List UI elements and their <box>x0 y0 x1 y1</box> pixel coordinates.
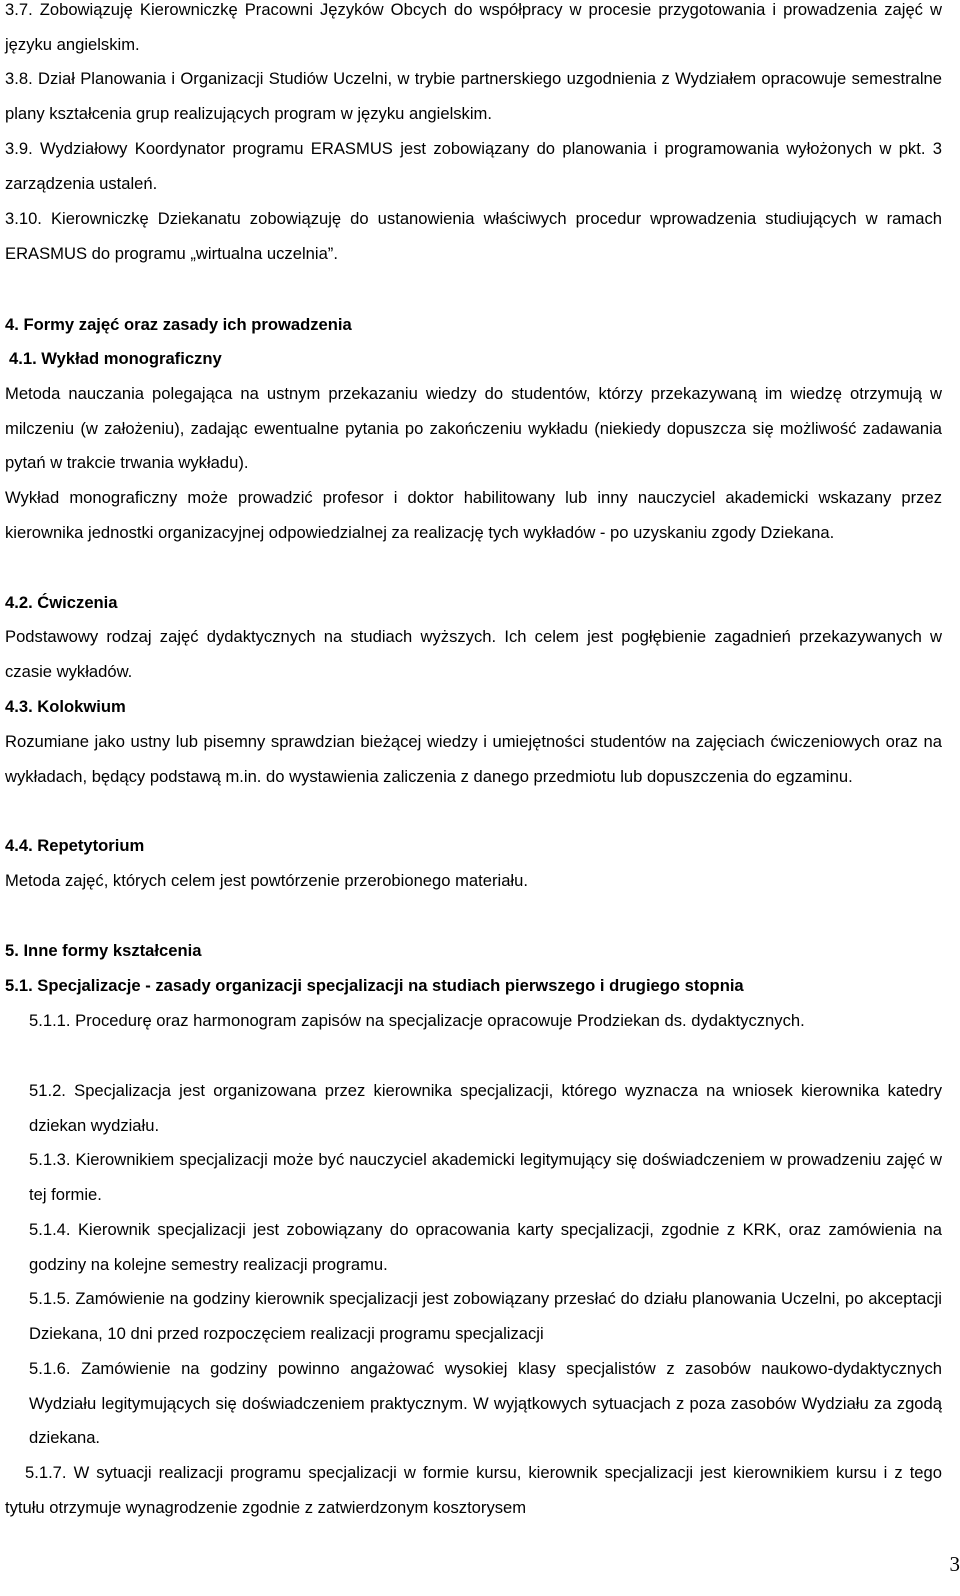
paragraph-4-1-b: Wykład monograficzny może prowadzić profesor i doktor habilitowany lub inny nauczyciel akademicki wskazany przez kierownika jednostki organizacyjnej odpowiedzialnej za realizację tych wykładów - po uzyskaniu zgody Dziekana. <box>5 488 942 542</box>
paragraph-5-1-6: 5.1.6. Zamówienie na godziny powinno angażować wysokiej klasy specjalistów z zasobów naukowo-dydaktycznych Wydziału legitymujących się doświadczeniem praktycznym. W wyjątkowych sytuacjach z poza zasobów Wydziału za zgodą dziekana. <box>29 1359 942 1448</box>
paragraph-4-2: Podstawowy rodzaj zajęć dydaktycznych na studiach wyższych. Ich celem jest pogłębienie zagadnień przekazywanych w czasie wykładów. <box>5 627 942 681</box>
paragraph-4-1-a: Metoda nauczania polegająca na ustnym przekazaniu wiedzy do studentów, którzy przekazywaną im wiedzę otrzymują w milczeniu (w założeniu), zadając ewentualne pytania po zakończeniu wykładu (niekiedy dopuszcza się możliwość zadawania pytań w trakcie trwania wykładu). <box>5 384 942 473</box>
paragraph-5-1-4: 5.1.4. Kierownik specjalizacji jest zobowiązany do opracowania karty specjalizacji, zgodnie z KRK, oraz zamówienia na godziny na kolejne semestry realizacji programu. <box>29 1220 942 1274</box>
paragraph-5-1-5: 5.1.5. Zamówienie na godziny kierownik specjalizacji jest zobowiązany przesłać do działu planowania Uczelni, po akceptacji Dziekana, 10 dni przed rozpoczęciem realizacji programu specjalizacji <box>29 1289 942 1343</box>
paragraph-5-1-3: 5.1.3. Kierownikiem specjalizacji może być nauczyciel akademicki legitymujący się doświadczeniem w prowadzeniu zajęć w tej formie. <box>29 1150 942 1204</box>
page-number: 3 <box>949 1552 960 1576</box>
subsection-heading-4-2: 4.2. Ćwiczenia <box>5 593 118 612</box>
paragraph-3-8: 3.8. Dział Planowania i Organizacji Studiów Uczelni, w trybie partnerskiego uzgodnienia z Wydziałem opracowuje semestralne plany kształcenia grup realizujących program w języku angielskim. <box>5 69 942 123</box>
subsection-heading-5-1: 5.1. Specjalizacje - zasady organizacji specjalizacji na studiach pierwszego i drugiego stopnia <box>5 976 744 995</box>
section-heading-4: 4. Formy zajęć oraz zasady ich prowadzenia <box>5 315 352 334</box>
paragraph-4-4: Metoda zajęć, których celem jest powtórzenie przerobionego materiału. <box>5 871 528 890</box>
section-heading-5: 5. Inne formy kształcenia <box>5 941 202 960</box>
paragraph-5-1-1: 5.1.1. Procedurę oraz harmonogram zapisów na specjalizacje opracowuje Prodziekan ds. dydaktycznych. <box>29 1011 805 1030</box>
paragraph-5-1-7: 5.1.7. W sytuacji realizacji programu specjalizacji w formie kursu, kierownik specjalizacji jest kierownikiem kursu i z tego tytułu otrzymuje wynagrodzenie zgodnie z zatwierdzonym kosztorysem <box>5 1463 942 1517</box>
paragraph-3-9: 3.9. Wydziałowy Koordynator programu ERASMUS jest zobowiązany do planowania i programowania wyłożonych w pkt. 3 zarządzenia ustaleń. <box>5 139 942 193</box>
paragraph-3-10: 3.10. Kierowniczkę Dziekanatu zobowiązuję do ustanowienia właściwych procedur wprowadzenia studiujących w ramach ERASMUS do programu „wirtualna uczelnia”. <box>5 209 942 263</box>
paragraph-5-1-2: 51.2. Specjalizacja jest organizowana przez kierownika specjalizacji, którego wyznacza na wniosek kierownika katedry dziekan wydziału. <box>29 1081 942 1135</box>
subsection-heading-4-1: 4.1. Wykład monograficzny <box>9 349 222 368</box>
subsection-heading-4-4: 4.4. Repetytorium <box>5 836 145 855</box>
subsection-heading-4-3: 4.3. Kolokwium <box>5 697 126 716</box>
paragraph-4-3: Rozumiane jako ustny lub pisemny sprawdzian bieżącej wiedzy i umiejętności studentów na zajęciach ćwiczeniowych oraz na wykładach, będący podstawą m.in. do wystawienia zaliczenia z danego przedmiotu lub dopuszczenia do egzaminu. <box>5 732 942 786</box>
paragraph-3-7: 3.7. Zobowiązuję Kierowniczkę Pracowni Języków Obcych do współpracy w procesie przygotowania i prowadzenia zajęć w języku angielskim. <box>5 0 942 54</box>
